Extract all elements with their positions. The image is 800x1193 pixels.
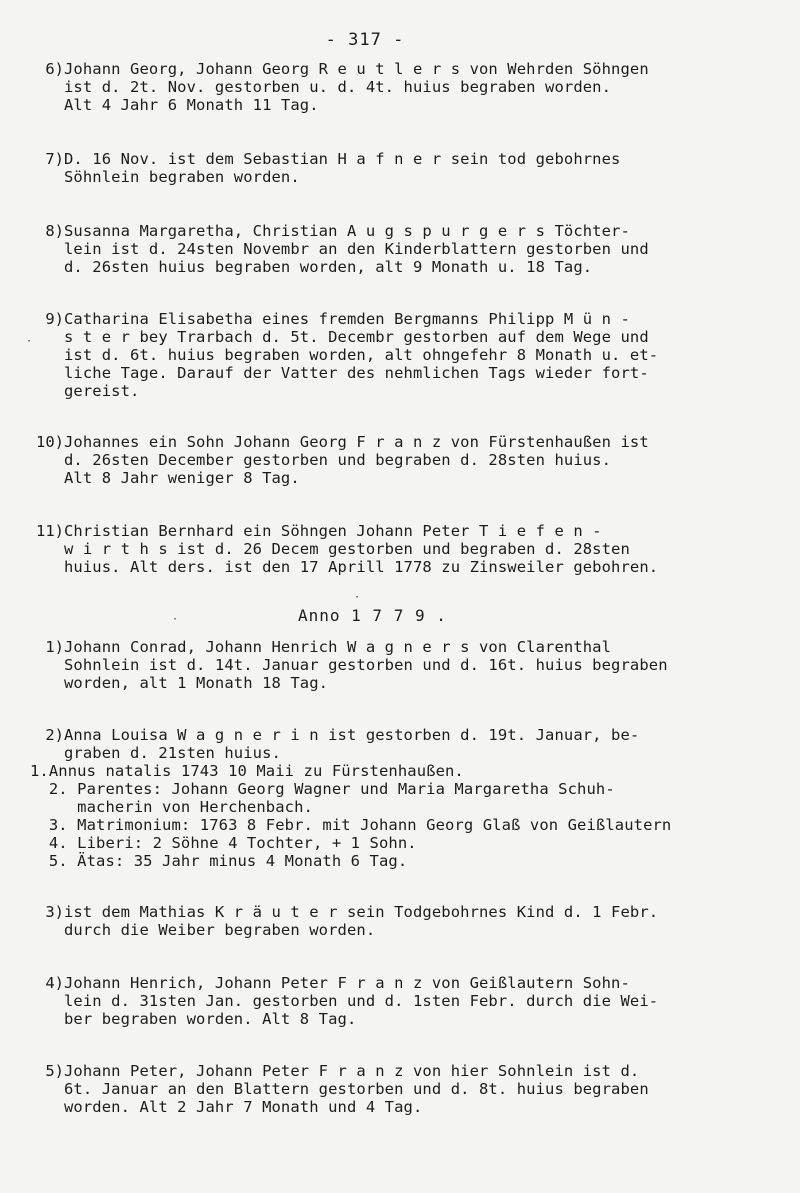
- detail-line: 5. Ätas: 35 Jahr minus 4 Monath 6 Tag.: [30, 852, 408, 870]
- entry-line: d. 26sten huius begraben worden, alt 9 Monath u. 18 Tag.: [64, 258, 593, 276]
- entry-number: 3): [45, 903, 64, 921]
- entry-line: Christian Bernhard ein Söhngen Johann Peter T i e f e n -: [64, 522, 602, 540]
- entry-line: liche Tage. Darauf der Vatter des nehmlichen Tags wieder fort-: [64, 364, 649, 382]
- detail-line: 4. Liberi: 2 Söhne 4 Tochter, + 1 Sohn.: [30, 834, 417, 852]
- entry-number: 5): [45, 1062, 64, 1080]
- entry-text: [64, 310, 658, 400]
- entry-text: [64, 60, 649, 114]
- page-number: - 317 -: [325, 30, 405, 50]
- entry-line: Johannes ein Sohn Johann Georg F r a n z von Fürstenhaußen ist: [64, 433, 649, 451]
- detail-line: 2. Parentes: Johann Georg Wagner und Maria Margaretha Schuh-: [30, 780, 615, 798]
- entry-text: [64, 433, 649, 487]
- entry-line: s t e r bey Trarbach d. 5t. Decembr gestorben auf dem Wege und: [64, 328, 649, 346]
- entry-number: 4): [45, 974, 64, 992]
- year-heading: Anno 1 7 7 9 .: [298, 606, 447, 625]
- entry-line: Catharina Elisabetha eines fremden Bergmanns Philipp M ü n -: [64, 310, 630, 328]
- stray-mark: ·: [172, 614, 179, 625]
- entry-line: lein ist d. 24sten Novembr an den Kinderblattern gestorben und: [64, 240, 649, 258]
- entry-number: 11): [36, 522, 64, 540]
- entry-number: 7): [45, 150, 64, 168]
- entry-text: [64, 150, 620, 186]
- entry-line: Sohnlein ist d. 14t. Januar gestorben und d. 16t. huius begraben: [64, 656, 668, 674]
- detail-line: macherin von Herchenbach.: [30, 798, 313, 816]
- entry-line: d. 26sten December gestorben und begraben d. 28sten huius.: [64, 451, 612, 469]
- entry-line: Susanna Margaretha, Christian A u g s p u r g e r s Töchter-: [64, 222, 630, 240]
- entry-line: graben d. 21sten huius.: [64, 744, 281, 762]
- entry-line: Söhnlein begraben worden.: [64, 168, 300, 186]
- entry-line: Alt 4 Jahr 6 Monath 11 Tag.: [64, 96, 319, 114]
- entry-line: worden. Alt 2 Jahr 7 Monath und 4 Tag.: [64, 1098, 423, 1116]
- entry-line: ist d. 2t. Nov. gestorben u. d. 4t. huius begraben worden.: [64, 78, 612, 96]
- entry-text: [64, 903, 658, 939]
- entry-line: huius. Alt ders. ist den 17 Aprill 1778 zu Zinsweiler gebohren.: [64, 558, 659, 576]
- entry-line: Johann Conrad, Johann Henrich W a g n e r s von Clarenthal: [64, 638, 612, 656]
- entry-line: w i r t h s ist d. 26 Decem gestorben und begraben d. 28sten: [64, 540, 630, 558]
- stray-mark: ·: [26, 336, 33, 347]
- entry-number: 6): [45, 60, 64, 78]
- entry-text: [64, 222, 649, 276]
- entry-line: worden, alt 1 Monath 18 Tag.: [64, 674, 329, 692]
- entry-line: durch die Weiber begraben worden.: [64, 921, 376, 939]
- entry-line: Johann Peter, Johann Peter F r a n z von hier Sohnlein ist d.: [64, 1062, 640, 1080]
- entry-line: D. 16 Nov. ist dem Sebastian H a f n e r sein tod gebohrnes: [64, 150, 621, 168]
- entry-line: lein d. 31sten Jan. gestorben und d. 1sten Febr. durch die Wei-: [64, 992, 659, 1010]
- entry-text: [64, 522, 658, 576]
- entry-line: Johann Georg, Johann Georg R e u t l e r s von Wehrden Söhngen: [64, 60, 649, 78]
- detail-line: 1.Annus natalis 1743 10 Maii zu Fürstenhaußen.: [30, 762, 464, 780]
- entry-text: [64, 726, 639, 762]
- entry-number: 1): [45, 638, 64, 656]
- entry-line: gereist.: [64, 382, 140, 400]
- entry-number: 10): [36, 433, 64, 451]
- entry-line: Johann Henrich, Johann Peter F r a n z von Geißlautern Sohn-: [64, 974, 630, 992]
- entry-line: ist dem Mathias K r ä u t e r sein Todgebohrnes Kind d. 1 Febr.: [64, 903, 659, 921]
- detail-line: 3. Matrimonium: 1763 8 Febr. mit Johann Georg Glaß von Geißlautern: [30, 816, 672, 834]
- entry-line: Anna Louisa W a g n e r i n ist gestorben d. 19t. Januar, be-: [64, 726, 640, 744]
- entry-number: 9): [45, 310, 64, 328]
- entry-text: [64, 638, 668, 692]
- entry-text: [64, 974, 658, 1028]
- entry-line: ist d. 6t. huius begraben worden, alt ohngefehr 8 Monath u. et-: [64, 346, 659, 364]
- entry-details: [30, 762, 671, 870]
- entry-text: [64, 1062, 649, 1116]
- entry-number: 8): [45, 222, 64, 240]
- entry-line: ber begraben worden. Alt 8 Tag.: [64, 1010, 357, 1028]
- stray-mark: ·: [354, 592, 361, 603]
- entry-number: 2): [45, 726, 64, 744]
- entry-line: Alt 8 Jahr weniger 8 Tag.: [64, 469, 300, 487]
- entry-line: 6t. Januar an den Blattern gestorben und d. 8t. huius begraben: [64, 1080, 649, 1098]
